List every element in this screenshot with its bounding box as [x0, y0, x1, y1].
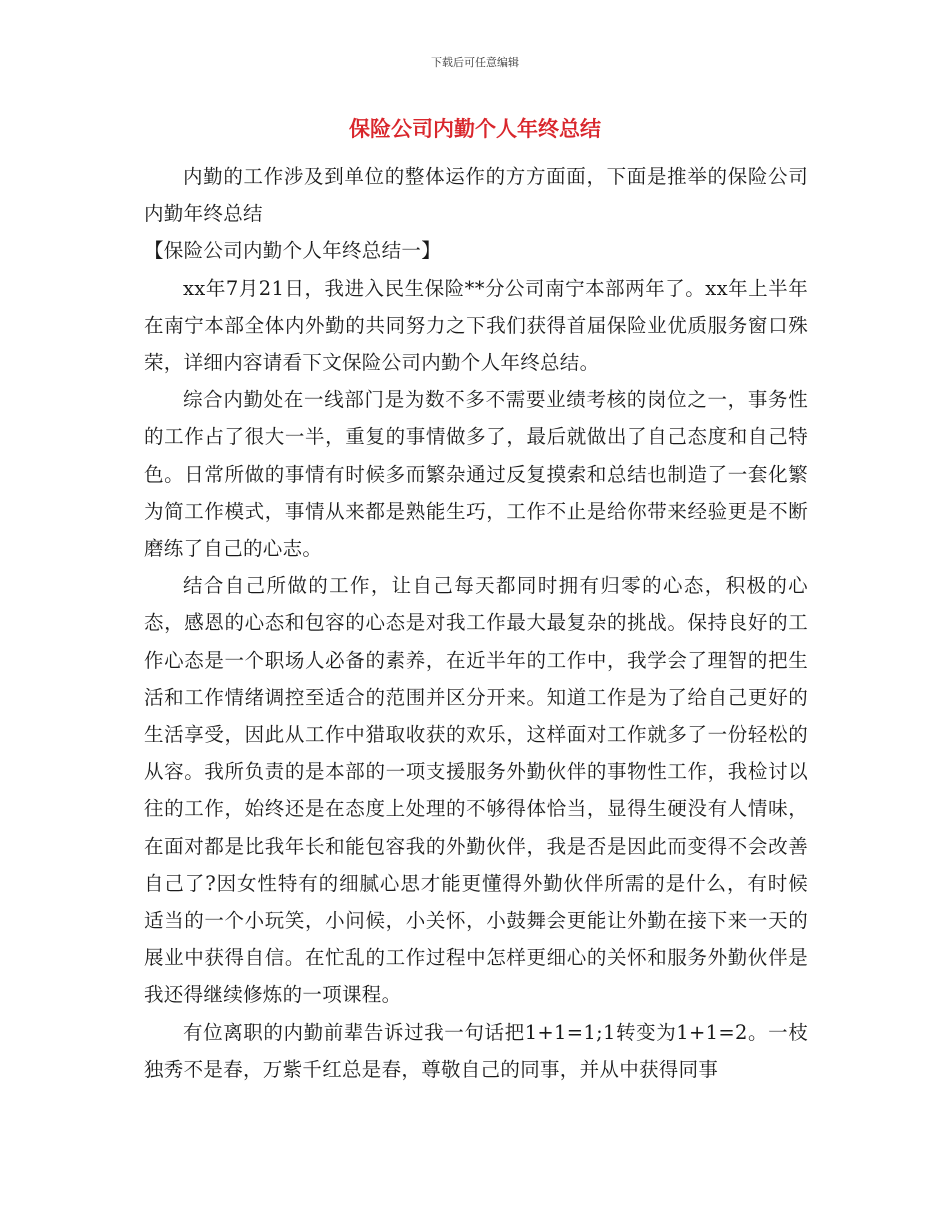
body-paragraph: 综合内勤处在一线部门是为数不多不需要业绩考核的岗位之一，事务性的工作占了很大一半，重复的事情做多了，最后就做出了自己态度和自己特色。日常所做的事情有时候多而繁杂通过反复摸索和总结也制造了一套化繁为简工作模式，事情从来都是熟能生巧，工作不止是给你带来经验更是不断磨练了自己的心志。 — [144, 388, 808, 561]
intro-paragraph: 内勤的工作涉及到单位的整体运作的方方面面，下面是推举的保险公司内勤年终总结 — [144, 165, 808, 226]
body-paragraph: 结合自己所做的工作，让自己每天都同时拥有归零的心态，积极的心态，感恩的心态和包容的心态是对我工作最大最复杂的挑战。保持良好的工作心态是一个职场人必备的素养，在近半年的工作中，我学会了理智的把生活和工作情绪调控至适合的范围并区分开来。知道工作是为了给自己更好的生活享受，因此从工作中猎取收获的欢乐，这样面对工作就多了一份轻松的从容。我所负责的是本部的一项支援服务外勤伙伴的事物性工作，我检讨以往的工作，始终还是在态度上处理的不够得体恰当，显得生硬没有人情味，在面对都是比我年长和能包容我的外勤伙伴，我是否是因此而变得不会改善自己了?因女性特有的细腻心思才能更懂得外勤伙伴所需的是什么，有时候适当的一个小玩笑，小问候，小关怀，小鼓舞会更能让外勤在接下来一天的展业中获得自信。在忙乱的工作过程中怎样更细心的关怀和服务外勤伙伴是我还得继续修炼的一项课程。 — [144, 574, 808, 1007]
document-body — [144, 158, 808, 1088]
page-header-note: 下载后可任意编辑 — [431, 56, 519, 69]
body-paragraph: xx年7月21日，我进入民生保险**分公司南宁本部两年了。xx年上半年在南宁本部全体内外勤的共同努力之下我们获得首届保险业优质服务窗口殊荣，详细内容请看下文保险公司内勤个人年终总结。 — [144, 276, 808, 375]
section-heading: 【保险公司内勤个人年终总结一】 — [144, 239, 442, 263]
body-paragraph: 有位离职的内勤前辈告诉过我一句话把1+1=1;1转变为1+1=2。一枝独秀不是春，万紫千红总是春，尊敬自己的同事，并从中获得同事 — [144, 1020, 808, 1081]
document-title: 保险公司内勤个人年终总结 — [349, 117, 601, 141]
